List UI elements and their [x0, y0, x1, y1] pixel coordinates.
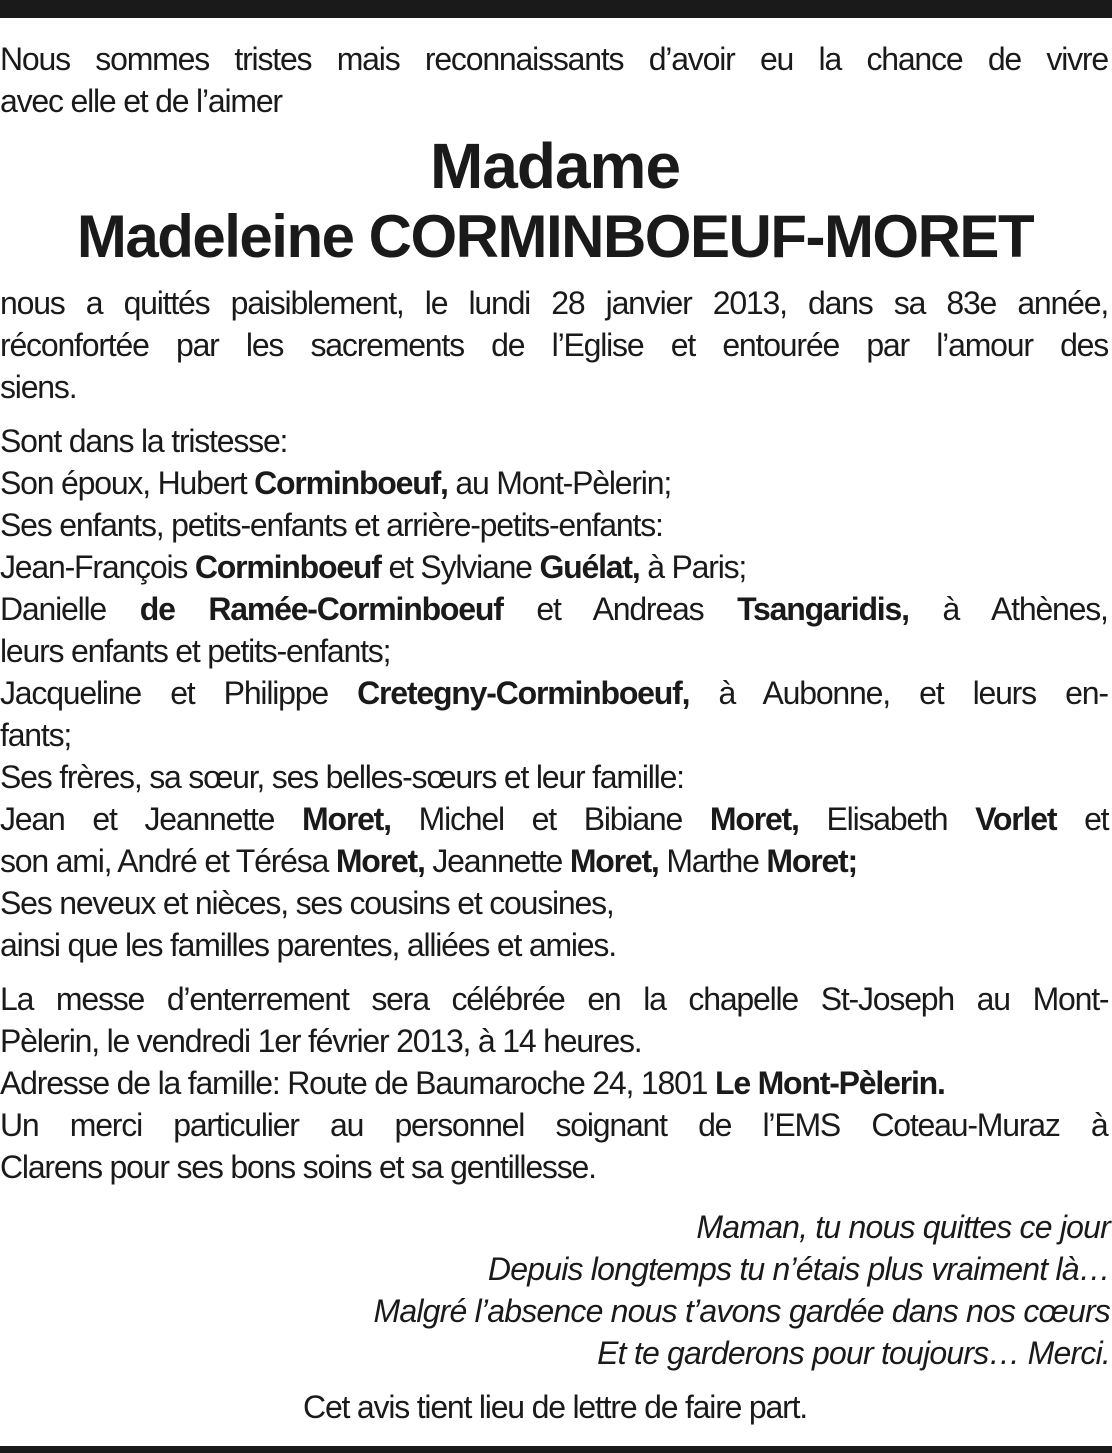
poem-line: Depuis longtemps tu n’étais plus vraiment là…	[487, 1251, 1110, 1287]
title-honorific: Madame	[429, 130, 681, 202]
death-line: siens.	[0, 369, 77, 405]
death-line: nous a quittés paisiblement, le lundi 28 janvier 2013, dans sa 83e année,	[0, 285, 1109, 321]
title-full-name: Madeleine CORMINBOEUF-MORET	[76, 203, 1034, 270]
family-nephews: Ses neveux et nièces, ses cousins et cousines,	[0, 885, 614, 921]
closing-line: Cet avis tient lieu de lettre de faire part.	[303, 1389, 807, 1425]
family-list	[0, 420, 1110, 966]
ceremony-paragraph	[0, 978, 1110, 1188]
family-child: Jean-François Corminboeuf et Sylviane Guélat, à Paris;	[0, 549, 747, 585]
death-line: réconfortée par les sacrements de l’Eglise et entourée par l’amour des	[0, 327, 1109, 363]
siblings-heading: Ses frères, sa sœur, ses belles-sœurs et leur famille:	[0, 759, 684, 795]
family-siblings: son ami, André et Térésa Moret, Jeannette Moret, Marthe Moret;	[0, 843, 857, 879]
family-child: Jacqueline et Philippe Cretegny-Corminboeuf, à Aubonne, et leurs en-	[0, 675, 1108, 711]
family-heading: Sont dans la tristesse:	[0, 423, 288, 459]
top-rule	[0, 0, 1112, 18]
ceremony-line: La messe d’enterrement sera célébrée en la chapelle St-Joseph au Mont-	[0, 981, 1109, 1017]
poem-line: Maman, tu nous quittes ce jour	[696, 1209, 1110, 1245]
poem-line: Et te garderons pour toujours… Merci.	[597, 1335, 1110, 1371]
closing-note	[0, 1386, 1110, 1428]
family-relatives: ainsi que les familles parentes, alliées et amies.	[0, 927, 616, 963]
family-child-continued: leurs enfants et petits-enfants;	[0, 633, 391, 669]
death-paragraph	[0, 282, 1110, 408]
deceased-name	[0, 130, 1110, 272]
intro-paragraph	[0, 38, 1110, 122]
poem-line: Malgré l’absence nous t’avons gardée dans nos cœurs	[373, 1293, 1110, 1329]
thanks-line: Clarens pour ses bons soins et sa gentillesse.	[0, 1149, 596, 1185]
obituary-notice	[0, 38, 1110, 1428]
intro-line: Nous sommes tristes mais reconnaissants d’avoir eu la chance de vivre	[0, 41, 1108, 77]
poem	[0, 1206, 1110, 1374]
family-child: Danielle de Ramée-Corminboeuf et Andreas Tsangaridis, à Athènes,	[0, 591, 1108, 627]
bottom-rule	[0, 1446, 1112, 1453]
thanks-line: Un merci particulier au personnel soignant de l’EMS Coteau-Muraz à	[0, 1107, 1108, 1143]
family-address: Adresse de la famille: Route de Baumaroche 24, 1801 Le Mont-Pèlerin.	[0, 1065, 945, 1101]
children-heading: Ses enfants, petits-enfants et arrière-petits-enfants:	[0, 507, 663, 543]
family-siblings: Jean et Jeannette Moret, Michel et Bibiane Moret, Elisabeth Vorlet et	[0, 801, 1109, 837]
family-spouse: Son époux, Hubert Corminboeuf, au Mont-Pèlerin;	[0, 465, 672, 501]
family-child-continued: fants;	[0, 717, 72, 753]
intro-line: avec elle et de l’aimer	[0, 83, 282, 119]
ceremony-line: Pèlerin, le vendredi 1er février 2013, à 14 heures.	[0, 1023, 642, 1059]
